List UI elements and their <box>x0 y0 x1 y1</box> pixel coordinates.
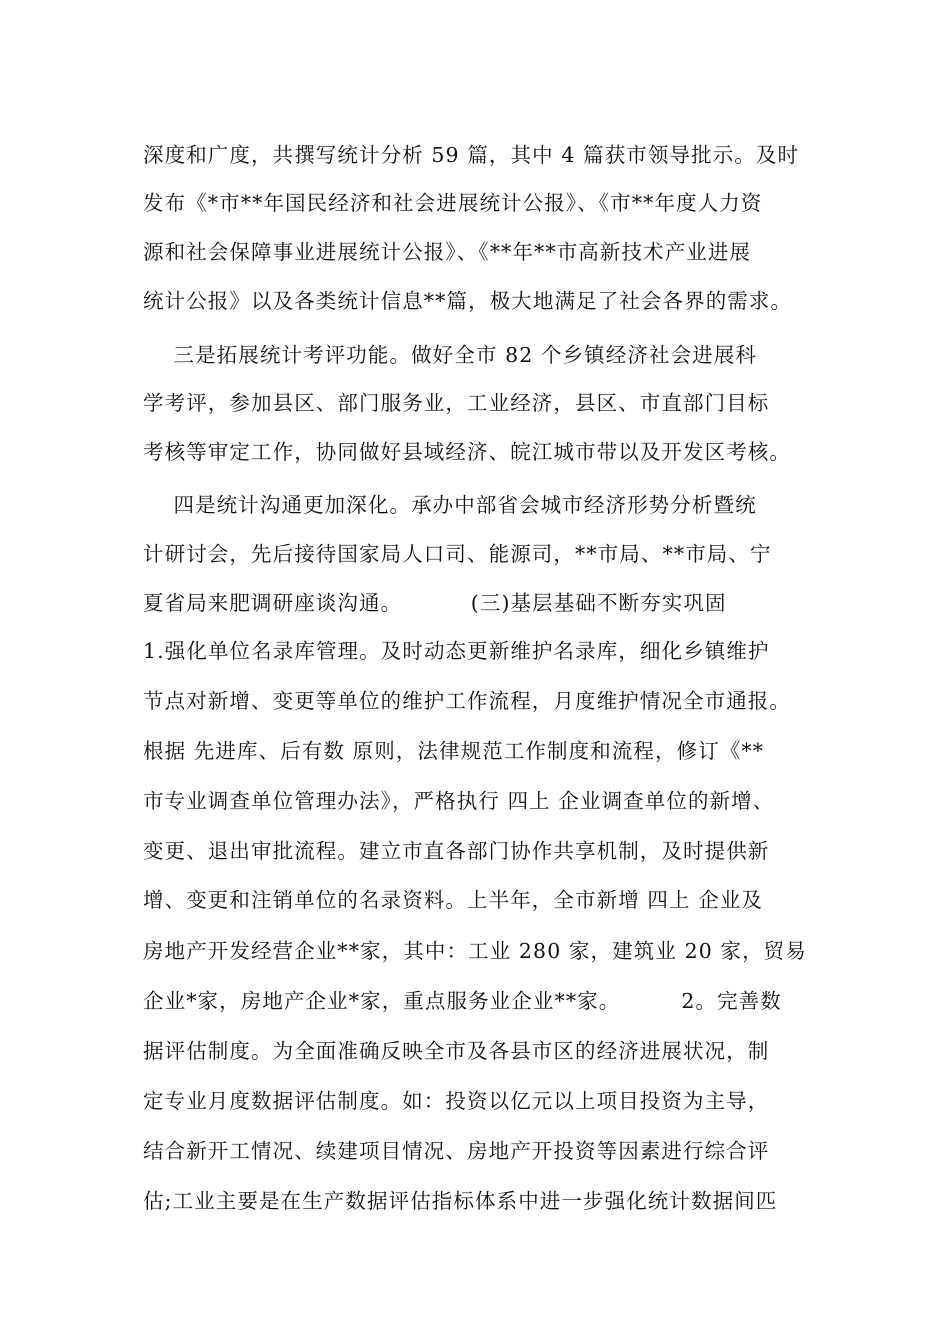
text-line: 估;工业主要是在生产数据评估指标体系中进一步强化统计数据间匹 <box>143 1189 778 1213</box>
text-line: 根据 先进库、后有数 原则，法律规范工作制度和流程，修订《** <box>143 739 765 763</box>
text-line: 结合新开工情况、续建项目情况、房地产开投资等因素进行综合评 <box>143 1139 770 1163</box>
text-line: 企业*家，房地产企业*家，重点服务业企业**家。 2。完善数 <box>143 989 782 1013</box>
text-line: 增、变更和注销单位的名录资料。上半年，全市新增 四上 企业及 <box>143 888 764 912</box>
text-line: 变更、退出审批流程。建立市直各部门协作共享机制，及时提供新 <box>143 839 770 863</box>
text-line: 计研讨会，先后接待国家局人口司、能源司，**市局、**市局、宁 <box>143 542 772 566</box>
text-line: 据评估制度。为全面准确反映全市及各县市区的经济进展状况，制 <box>143 1039 770 1063</box>
text-line: 深度和广度，共撰写统计分析 59 篇，其中 4 篇获市领导批示。及时 <box>143 143 800 167</box>
text-line: 四是统计沟通更加深化。承办中部省会城市经济形势分析暨统 <box>143 493 757 517</box>
text-line: 1.强化单位名录库管理。及时动态更新维护名录库，细化乡镇维护 <box>143 639 770 663</box>
text-line: 考核等审定工作，协同做好县域经济、皖江城市带以及开发区考核。 <box>143 440 791 464</box>
text-line: 房地产开发经营企业**家，其中：工业 280 家，建筑业 20 家，贸易 <box>143 939 807 963</box>
text-line: 学考评，参加县区、部门服务业，工业经济，县区、市直部门目标 <box>143 391 770 415</box>
text-line: 节点对新增、变更等单位的维护工作流程，月度维护情况全市通报。 <box>143 689 791 713</box>
text-line: 夏省局来肥调研座谈沟通。 (三)基层基础不断夯实巩固 <box>143 591 727 615</box>
text-line: 统计公报》以及各类统计信息**篇，极大地满足了社会各界的需求。 <box>143 289 793 313</box>
text-line: 三是拓展统计考评功能。做好全市 82 个乡镇经济社会进展科 <box>143 343 757 367</box>
text-line: 定专业月度数据评估制度。如：投资以亿元以上项目投资为主导， <box>143 1089 770 1113</box>
text-line: 发布《*市**年国民经济和社会进展统计公报》、《市**年度人力资 <box>143 191 763 215</box>
text-line: 市专业调查单位管理办法》，严格执行 四上 企业调查单位的新增、 <box>143 789 775 813</box>
text-line: 源和社会保障事业进展统计公报》、《**年**市高新技术产业进展 <box>143 240 752 264</box>
